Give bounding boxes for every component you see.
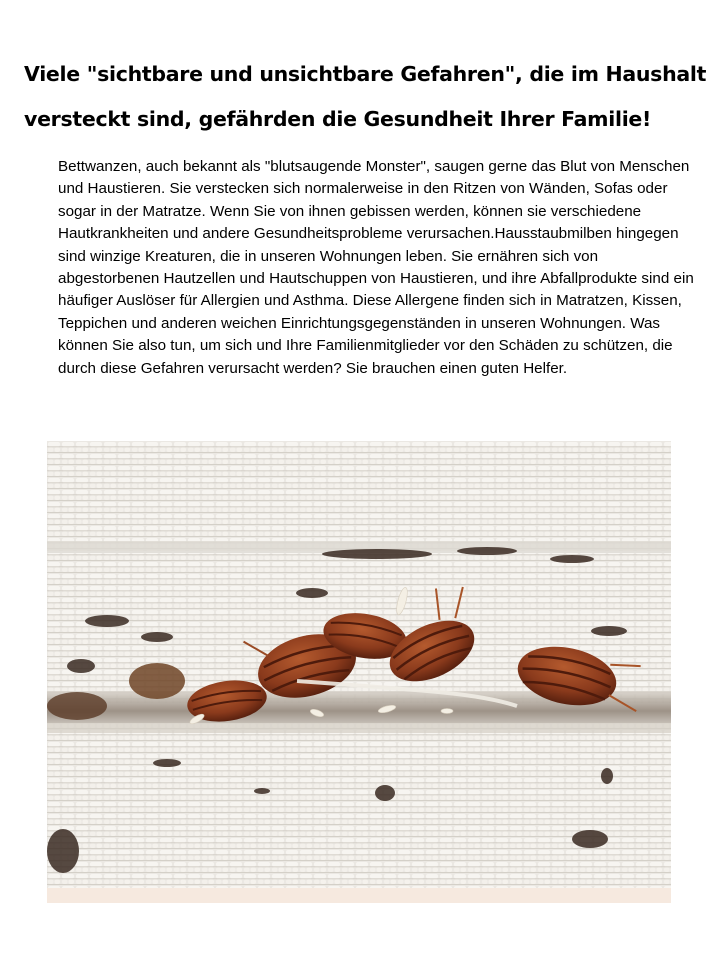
- fabric-bottom: [47, 723, 671, 888]
- bedbug-photo: [47, 441, 671, 903]
- headline: Viele "sichtbare und unsichtbare Gefahren", die im Haushalt versteckt sind, gefährden die Gesundheit Ihrer Familie!: [24, 62, 707, 131]
- bottom-band: [47, 888, 671, 903]
- fabric-top: [47, 441, 671, 551]
- body-paragraph: Bettwanzen, auch bekannt als "blutsaugende Monster", saugen gerne das Blut von Menschen und Haustieren. Sie verstecken sich normalerweise in den Ritzen von Wänden, Sofas oder sogar in der Matratze. Wenn Sie von ihnen gebissen werden, können sie verschiedene Hautkrankheiten und andere Gesundheitsprobleme verursachen.Hausstaubmilben hingegen sind winzige Kreaturen, die in unseren Wohnungen leben. Sie ernähren sich von abgestorbenen Hautzellen und Hautschuppen von Haustieren, und ihre Abfallprodukte sind ein häufiger Auslöser für Allergien und Asthma. Diese Allergene finden sich in Matratzen, Kissen, Teppichen und anderen weichen Einrichtungsgegenständen in unseren Wohnungen. Was können Sie also tun, um sich und Ihre Familienmitglieder vor den Schäden zu schützen, die durch diese Gefahren verursacht werden? Sie brauchen einen guten Helfer.: [58, 158, 694, 377]
